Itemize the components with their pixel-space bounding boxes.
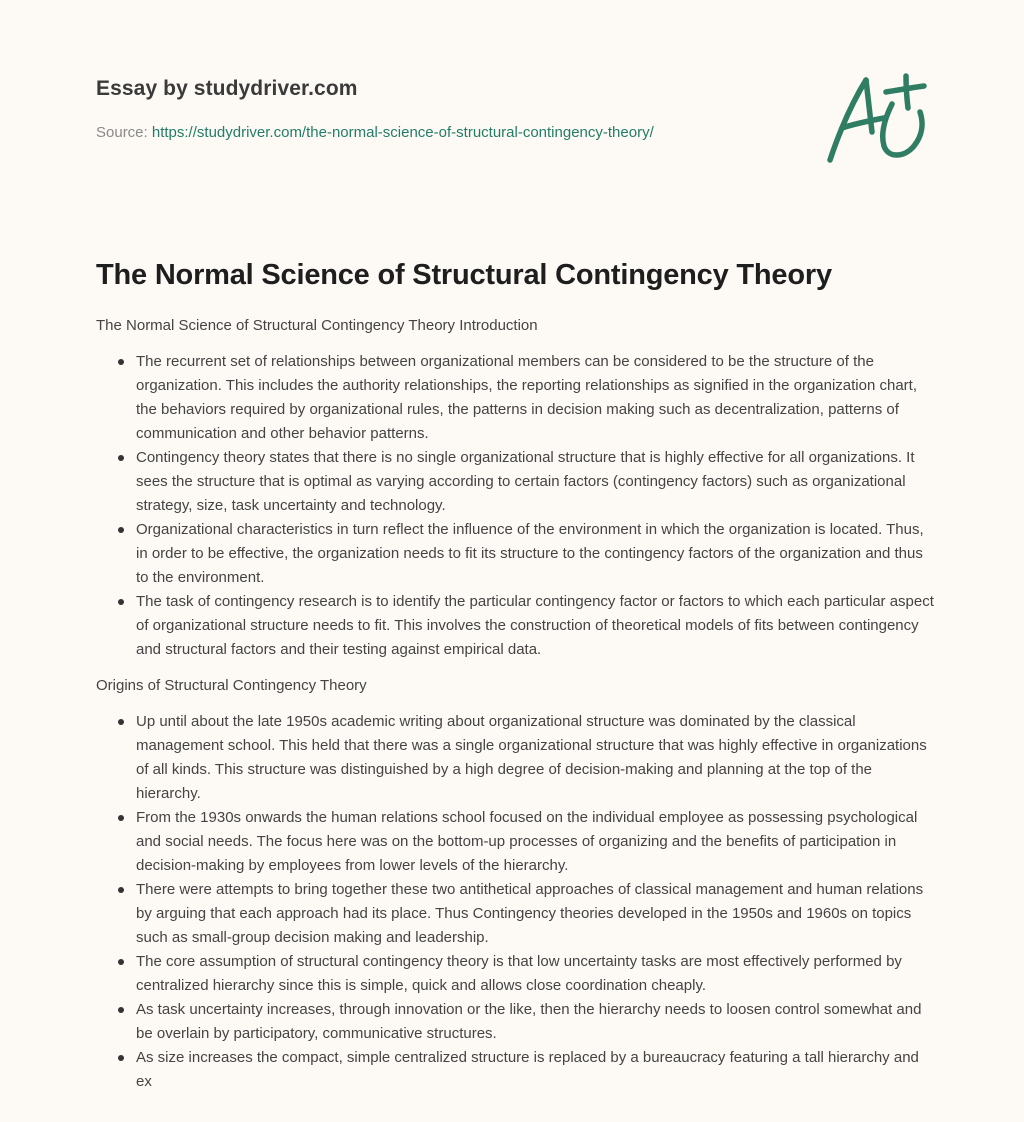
list-item: As size increases the compact, simple centralized structure is replaced by a bureaucracy featuring a tall hierarchy and ex (136, 1046, 936, 1094)
a-plus-logo-icon (820, 66, 932, 166)
list-item: Up until about the late 1950s academic writing about organizational structure was dominated by the classical management school. This held that there was a single organizational structure that was highly effective in organizations of all kinds. This structure was distinguished by a high degree of decision-making and planning at the top of the hierarchy. (136, 710, 936, 806)
list-item: As task uncertainty increases, through innovation or the like, then the hierarchy needs to loosen control somewhat and be overlain by participatory, communicative structures. (136, 998, 936, 1046)
list-item: The core assumption of structural contingency theory is that low uncertainty tasks are most effectively performed by centralized hierarchy since this is simple, quick and allows close coordination cheaply. (136, 950, 936, 998)
section-heading-origins: Origins of Structural Contingency Theory (96, 677, 367, 694)
list-item: Contingency theory states that there is no single organizational structure that is highly effective for all organizations. It sees the structure that is optimal as varying according to certain factors (contingency factors) such as organizational strategy, size, task uncertainty and technology. (136, 446, 936, 518)
source-label: Source: (96, 124, 152, 141)
origins-bullet-list (96, 710, 936, 1094)
site-title: Essay by studydriver.com (96, 77, 358, 100)
list-item: There were attempts to bring together these two antithetical approaches of classical management and human relations by arguing that each approach had its place. Thus Contingency theories developed in the 1950s and 1960s on topics such as small-group decision making and leadership. (136, 878, 936, 950)
source-link[interactable]: https://studydriver.com/the-normal-science-of-structural-contingency-theory/ (151, 124, 654, 141)
introduction-bullet-list (96, 350, 936, 662)
page-header (96, 74, 756, 143)
list-item: The task of contingency research is to identify the particular contingency factor or factors to which each particular aspect of organizational structure needs to fit. This involves the construction of theoretical models of fits between contingency and structural factors and their testing against empirical data. (136, 590, 936, 662)
document-title: The Normal Science of Structural Contingency Theory (96, 259, 832, 291)
section-heading-introduction: The Normal Science of Structural Contingency Theory Introduction (96, 317, 538, 334)
list-item: The recurrent set of relationships between organizational members can be considered to be the structure of the organization. This includes the authority relationships, the reporting relationships as signified in the organization chart, the behaviors required by organizational rules, the patterns in decision making such as decentralization, patterns of communication and other behavior patterns. (136, 350, 936, 446)
list-item: Organizational characteristics in turn reflect the influence of the environment in which the organization is located. Thus, in order to be effective, the organization needs to fit its structure to the contingency factors of the organization and thus to the environment. (136, 518, 936, 590)
list-item: From the 1930s onwards the human relations school focused on the individual employee as possessing psychological and social needs. The focus here was on the bottom-up processes of organizing and the benefits of participation in decision-making by employees from lower levels of the hierarchy. (136, 806, 936, 878)
source-line (96, 123, 756, 143)
document-body (96, 314, 936, 1106)
